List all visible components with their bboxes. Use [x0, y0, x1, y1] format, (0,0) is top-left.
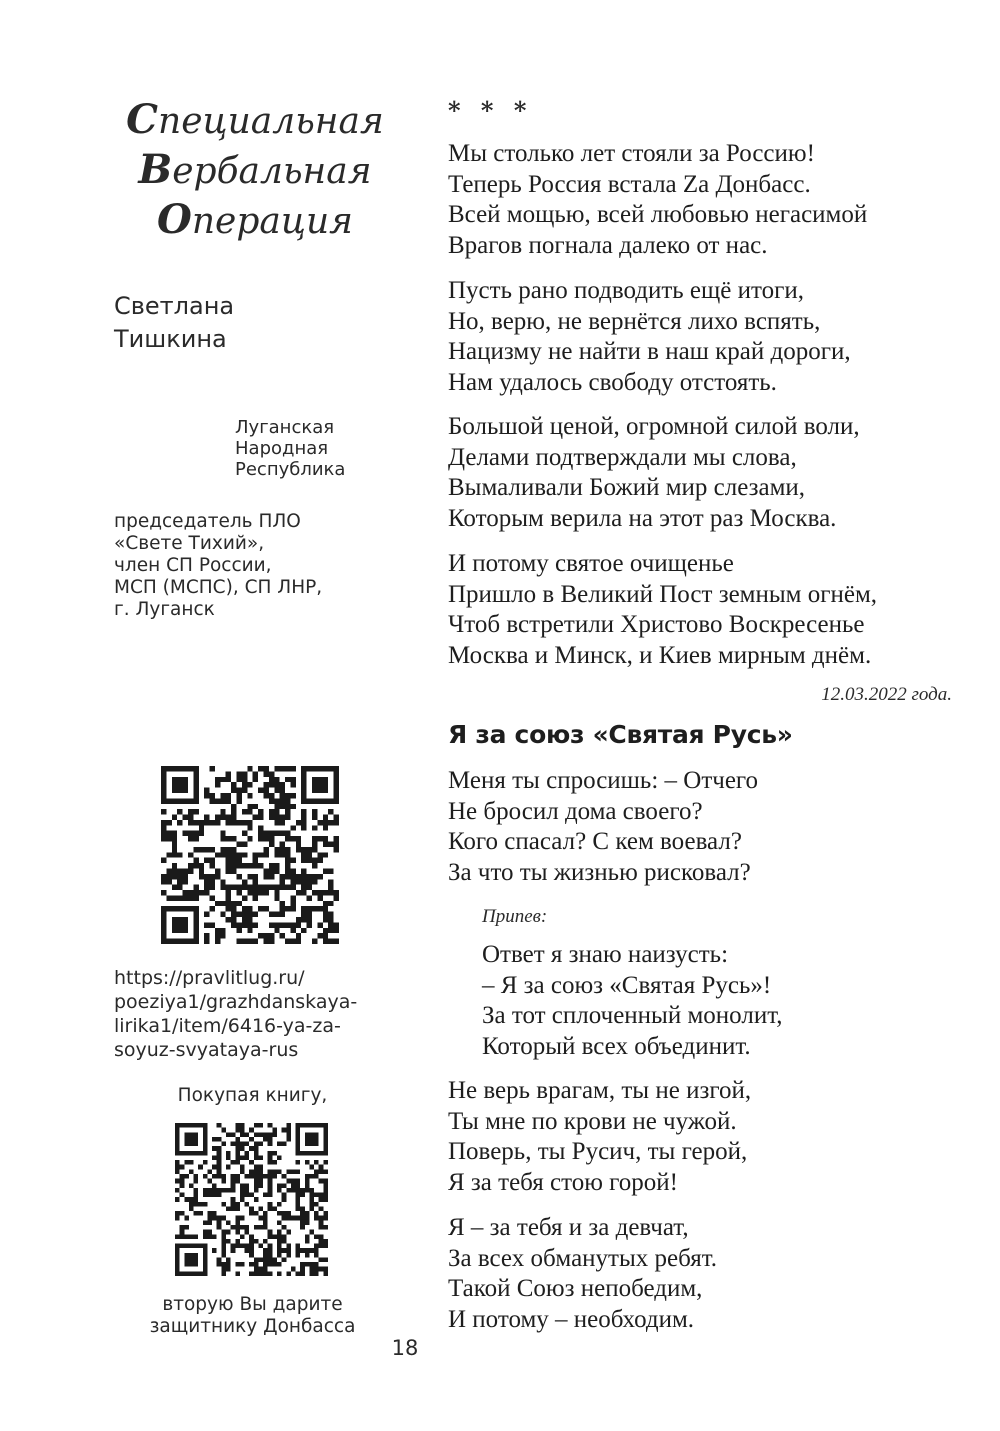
series-title-line-2: Вербальная — [138, 146, 372, 193]
poem-1-stanza-1 — [448, 139, 867, 261]
verse-line: Кого спасал? С кем воевал? — [448, 828, 742, 856]
verse-line: Не бросил дома своего? — [448, 797, 703, 825]
verse-line: Мы столько лет стояли за Россию! — [448, 140, 815, 167]
poem-2-refrain — [482, 940, 783, 1062]
verse-line: Нам удалось свободу отстоять. — [448, 368, 777, 396]
verse-line: И потому – необходим. — [448, 1305, 695, 1333]
verse-line: Меня ты спросишь: – Отчего — [448, 767, 759, 794]
verse-line: Я за тебя стою горой! — [448, 1168, 678, 1196]
bio-line: «Свете Тихий», — [114, 533, 265, 554]
bio-line: г. Луганск — [114, 599, 215, 620]
bio-line: член СП России, — [114, 555, 272, 576]
poem-1-date: 12.03.2022 года. — [821, 684, 952, 705]
poem-2-stanza-3 — [448, 1213, 717, 1335]
poem-url — [114, 966, 357, 1062]
series-title — [110, 96, 400, 246]
qr-code-icon — [160, 766, 340, 944]
url-line: poeziya1/grazhdanskaya- — [114, 991, 358, 1013]
qr-code-modules — [161, 766, 339, 944]
verse-line: Пришло в Великий Пост земным огнём, — [448, 580, 878, 608]
verse-line: Такой Союз непобедим, — [448, 1275, 703, 1303]
region-line: Народная — [235, 438, 329, 459]
verse-line: – Я за союз «Святая Русь»! — [482, 971, 772, 999]
verse-line: Я – за тебя и за девчат, — [448, 1214, 689, 1241]
verse-line: И потому святое очищенье — [448, 550, 734, 577]
verse-line: Делами подтверждали мы слова, — [448, 443, 797, 471]
series-title-line-3: Операция — [157, 196, 353, 243]
verse-line: За что ты жизнью рисковал? — [448, 858, 751, 886]
poem-1-stanza-3 — [448, 412, 860, 534]
author-name — [114, 290, 234, 356]
verse-line: Но, верю, не вернётся лихо вспять, — [448, 307, 821, 335]
qr-code-icon — [160, 766, 340, 944]
author-last-name: Тишкина — [114, 325, 227, 353]
poem-1-title: * * * — [448, 96, 533, 125]
bio-line: председатель ПЛО — [114, 511, 301, 532]
verse-line: Ты мне по крови не чужой. — [448, 1107, 737, 1135]
qr-code-icon — [175, 1123, 328, 1276]
region-line: Республика — [235, 459, 346, 480]
url-line: lirika1/item/6416-ya-za- — [114, 1015, 341, 1037]
buy-text: Покупая книгу, — [177, 1085, 328, 1106]
author-first-name: Светлана — [114, 292, 235, 320]
verse-line: Всей мощью, всей любовью негасимой — [448, 201, 868, 229]
url-line: soyuz-svyataya-rus — [114, 1039, 299, 1061]
poem-2-stanza-1 — [448, 766, 758, 888]
verse-line: Теперь Россия встала Zа Донбасс. — [448, 170, 811, 198]
verse-line: Врагов погнала далеко от нас. — [448, 231, 768, 259]
verse-line: Не верь врагам, ты не изгой, — [448, 1077, 752, 1104]
verse-line: Которым верила на этот раз Москва. — [448, 504, 837, 532]
region-line: Луганская — [235, 417, 335, 438]
verse-line: Пусть рано подводить ещё итоги, — [448, 277, 804, 304]
series-title-line-1: Специальная — [126, 96, 384, 143]
qr-code-modules — [175, 1123, 328, 1276]
verse-line: Поверь, ты Русич, ты герой, — [448, 1138, 748, 1166]
poem-1-stanza-2 — [448, 276, 851, 398]
verse-line: Ответ я знаю наизусть: — [482, 941, 729, 968]
verse-line: Большой ценой, огромной силой воли, — [448, 413, 860, 440]
author-bio — [114, 511, 322, 621]
verse-line: Нацизму не найти в наш край дороги, — [448, 338, 851, 366]
gift-text — [110, 1294, 395, 1338]
gift-line: защитнику Донбасса — [149, 1316, 356, 1337]
author-region — [235, 417, 345, 480]
page-number: 18 — [391, 1336, 419, 1360]
bio-line: МСП (МСПС), СП ЛНР, — [114, 577, 323, 598]
url-line: https://pravlitlug.ru/ — [114, 967, 305, 989]
qr-code-icon — [175, 1123, 328, 1276]
verse-line: Который всех объединит. — [482, 1032, 751, 1060]
verse-line: Чтоб встретили Христово Воскресенье — [448, 611, 865, 639]
poem-2-stanza-2 — [448, 1076, 751, 1198]
refrain-label: Припев: — [482, 906, 548, 927]
gift-line: вторую Вы дарите — [162, 1294, 343, 1315]
verse-line: Москва и Минск, и Киев мирным днём. — [448, 641, 872, 669]
verse-line: Вымаливали Божий мир слезами, — [448, 474, 806, 502]
poem-1-stanza-4 — [448, 549, 877, 671]
verse-line: За тот сплоченный монолит, — [482, 1002, 783, 1030]
verse-line: За всех обманутых ребят. — [448, 1244, 718, 1272]
poem-2-title: Я за союз «Святая Русь» — [448, 720, 793, 749]
